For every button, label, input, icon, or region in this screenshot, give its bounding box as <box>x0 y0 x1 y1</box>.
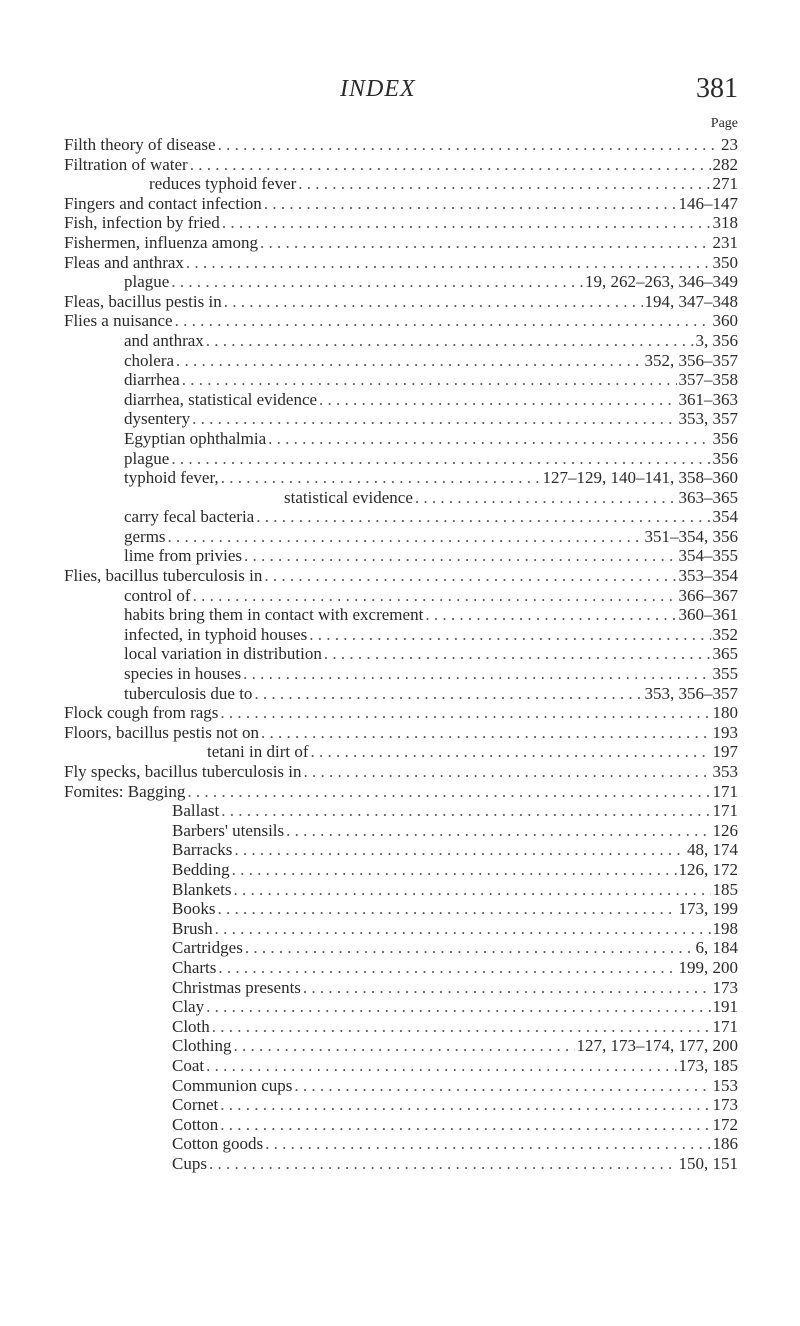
dot-leader <box>220 703 710 723</box>
index-entry <box>64 782 738 802</box>
index-entry <box>64 684 738 704</box>
index-pages: 6, 184 <box>695 938 738 958</box>
index-pages: 173 <box>712 977 738 997</box>
index-pages: 354 <box>712 507 738 527</box>
dot-leader <box>294 1076 710 1096</box>
index-term: Communion cups <box>172 1075 293 1095</box>
index-pages: 198 <box>712 918 738 938</box>
index-term: diarrhea, statistical evidence <box>124 389 318 409</box>
index-pages: 197 <box>712 742 738 762</box>
dot-leader <box>209 1154 677 1174</box>
index-pages: 356 <box>712 448 738 468</box>
dot-leader <box>212 1017 711 1037</box>
dot-leader <box>193 586 677 606</box>
index-entry <box>64 488 738 508</box>
index-term: tuberculosis due to <box>124 683 253 703</box>
index-entry <box>64 409 738 429</box>
dot-leader <box>175 311 711 331</box>
index-term: control of <box>124 585 191 605</box>
index-pages: 173 <box>712 1095 738 1115</box>
index-entry <box>64 605 738 625</box>
index-term: Christmas presents <box>172 977 301 997</box>
index-pages: 186 <box>712 1134 738 1154</box>
dot-leader <box>206 1056 676 1076</box>
index-entry <box>64 507 738 527</box>
index-entry <box>64 370 738 390</box>
index-term: typhoid fever, <box>124 468 219 488</box>
index-pages: 352, 356–357 <box>644 350 738 370</box>
index-term: statistical evidence <box>284 487 413 507</box>
index-pages: 153 <box>712 1075 738 1095</box>
index-term: Barracks <box>172 840 233 860</box>
index-entry <box>64 978 738 998</box>
index-pages: 48, 174 <box>687 840 738 860</box>
index-pages: 353, 356–357 <box>644 683 738 703</box>
index-entry <box>64 1095 738 1115</box>
index-pages: 354–355 <box>678 546 738 566</box>
dot-leader <box>171 449 710 469</box>
index-entry <box>64 468 738 488</box>
index-term: Charts <box>172 957 217 977</box>
index-entry <box>64 1076 738 1096</box>
dot-leader <box>286 821 710 841</box>
index-pages: 173, 199 <box>678 899 738 919</box>
index-term: Brush <box>172 918 213 938</box>
dot-leader <box>309 625 710 645</box>
dot-leader <box>261 723 710 743</box>
index-pages: 194, 347–348 <box>644 291 738 311</box>
dot-leader <box>232 860 677 880</box>
index-entry <box>64 174 738 194</box>
index-pages: 356 <box>712 428 738 448</box>
dot-leader <box>206 997 710 1017</box>
index-pages: 171 <box>712 781 738 801</box>
index-term: Ballast <box>172 801 220 821</box>
index-pages: 146–147 <box>678 193 738 213</box>
index-pages: 191 <box>712 997 738 1017</box>
index-term: and anthrax <box>124 330 204 350</box>
index-pages: 127, 173–174, 177, 200 <box>576 1036 738 1056</box>
index-term: Egyptian ophthalmia <box>124 428 267 448</box>
index-entry <box>64 194 738 214</box>
index-entry <box>64 1036 738 1056</box>
index-entry <box>64 566 738 586</box>
index-pages: 171 <box>712 1016 738 1036</box>
index-entry <box>64 1134 738 1154</box>
index-term: Flock cough from rags <box>64 703 219 723</box>
index-term: Filth theory of disease <box>64 135 216 154</box>
index-term: species in houses <box>124 664 242 684</box>
index-term: Flies a nuisance <box>64 311 173 331</box>
index-term: germs <box>124 526 166 546</box>
dot-leader <box>264 194 677 214</box>
dot-leader <box>256 507 710 527</box>
dot-leader <box>190 155 711 175</box>
dot-leader <box>311 742 711 762</box>
index-pages: 180 <box>712 703 738 723</box>
index-term: Fingers and contact infection <box>64 193 262 213</box>
index-pages: 353 <box>712 762 738 781</box>
index-pages: 366–367 <box>678 585 738 605</box>
index-term: Coat <box>172 1055 205 1075</box>
index-term: carry fecal bacteria <box>124 507 255 527</box>
index-entries <box>64 135 738 1173</box>
index-pages: 126 <box>712 820 738 840</box>
index-pages: 355 <box>712 664 738 684</box>
dot-leader <box>221 468 541 488</box>
index-pages: 282 <box>712 154 738 174</box>
index-entry <box>64 625 738 645</box>
index-term: local variation in distribution <box>124 644 322 664</box>
index-entry <box>64 801 738 821</box>
dot-leader <box>264 566 676 586</box>
index-entry <box>64 253 738 273</box>
index-term: plague <box>124 448 170 468</box>
dot-leader <box>234 1036 575 1056</box>
index-term: Fish, infection by fried <box>64 213 220 233</box>
index-term: Cotton goods <box>172 1134 264 1154</box>
index-pages: 193 <box>712 722 738 742</box>
index-entry <box>64 311 738 331</box>
index-pages: 150, 151 <box>678 1153 738 1173</box>
dot-leader <box>268 429 710 449</box>
index-entry <box>64 664 738 684</box>
dot-leader <box>324 644 711 664</box>
index-pages: 199, 200 <box>678 957 738 977</box>
dot-leader <box>243 664 710 684</box>
dot-leader <box>171 272 583 292</box>
index-pages: 3, 356 <box>695 330 738 350</box>
index-entry <box>64 292 738 312</box>
index-pages: 173, 185 <box>678 1055 738 1075</box>
index-term: cholera <box>124 350 175 370</box>
dot-leader <box>217 899 676 919</box>
index-term: Fleas and anthrax <box>64 252 184 272</box>
dot-leader <box>220 1095 710 1115</box>
index-entry <box>64 644 738 664</box>
index-term: Bedding <box>172 859 230 879</box>
index-pages: 352 <box>712 624 738 644</box>
index-entry <box>64 997 738 1017</box>
index-pages: 360–361 <box>678 605 738 625</box>
index-pages: 361–363 <box>678 389 738 409</box>
index-entry <box>64 919 738 939</box>
index-term: Clay <box>172 997 205 1017</box>
index-term: Books <box>172 899 216 919</box>
dot-leader <box>234 880 711 900</box>
index-entry <box>64 742 738 762</box>
dot-leader <box>415 488 677 508</box>
dot-leader <box>245 938 694 958</box>
index-entry <box>64 762 738 782</box>
index-term: Filtration of water <box>64 154 188 174</box>
index-pages: 351–354, 356 <box>644 526 738 546</box>
index-pages: 353, 357 <box>678 409 738 429</box>
index-term: Blankets <box>172 879 232 899</box>
index-entry <box>64 958 738 978</box>
index-pages: 365 <box>712 644 738 664</box>
index-entry <box>64 860 738 880</box>
index-entry <box>64 233 738 253</box>
index-entry <box>64 429 738 449</box>
dot-leader <box>218 135 719 155</box>
dot-leader <box>303 978 711 998</box>
index-pages: 318 <box>712 213 738 233</box>
index-pages: 231 <box>712 232 738 252</box>
index-entry <box>64 527 738 547</box>
index-entry <box>64 723 738 743</box>
index-term: Fishermen, influenza among <box>64 232 259 252</box>
index-pages: 271 <box>712 174 738 194</box>
index-term: habits bring them in contact with excrement <box>124 605 424 625</box>
index-term: diarrhea <box>124 370 180 390</box>
index-term: Barbers' utensils <box>172 820 285 840</box>
index-entry <box>64 938 738 958</box>
index-entry <box>64 135 738 155</box>
index-term: Fly specks, bacillus tuberculosis in <box>64 762 302 781</box>
dot-leader <box>298 174 710 194</box>
index-pages: 185 <box>712 879 738 899</box>
index-pages: 171 <box>712 801 738 821</box>
index-entry <box>64 546 738 566</box>
index-entry <box>64 449 738 469</box>
index-pages: 357–358 <box>678 370 738 390</box>
index-pages: 127–129, 140–141, 358–360 <box>542 468 738 488</box>
dot-leader <box>304 762 711 782</box>
index-term: Clothing <box>172 1036 232 1056</box>
index-pages: 363–365 <box>678 487 738 507</box>
index-term: plague <box>124 272 170 292</box>
dot-leader <box>168 527 643 547</box>
dot-leader <box>182 370 677 390</box>
index-entry <box>64 331 738 351</box>
dot-leader <box>224 292 643 312</box>
dot-leader <box>192 409 676 429</box>
page-number: 381 <box>696 73 738 104</box>
dot-leader <box>176 351 642 371</box>
index-entry <box>64 899 738 919</box>
index-term: Cartridges <box>172 938 243 958</box>
index-pages: 19, 262–263, 346–349 <box>585 272 738 292</box>
dot-leader <box>187 782 710 802</box>
index-entry <box>64 155 738 175</box>
index-term: Cornet <box>172 1095 219 1115</box>
index-entry <box>64 840 738 860</box>
dot-leader <box>265 1134 710 1154</box>
index-entry <box>64 1154 738 1174</box>
page-column-label: Page <box>710 116 738 131</box>
index-entry <box>64 703 738 723</box>
index-entry <box>64 351 738 371</box>
dot-leader <box>319 390 676 410</box>
index-entry <box>64 1056 738 1076</box>
index-pages: 126, 172 <box>678 859 738 879</box>
index-term: Floors, bacillus pestis not on <box>64 722 260 742</box>
page-title: INDEX <box>340 76 416 102</box>
page-header <box>0 72 800 106</box>
index-entry <box>64 272 738 292</box>
dot-leader <box>221 801 710 821</box>
index-entry <box>64 586 738 606</box>
index-entry <box>64 390 738 410</box>
dot-leader <box>218 958 676 978</box>
dot-leader <box>206 331 694 351</box>
index-term: tetani in dirt of <box>207 742 309 762</box>
index-term: lime from privies <box>124 546 243 566</box>
index-entry <box>64 1017 738 1037</box>
dot-leader <box>222 213 711 233</box>
index-term: dysentery <box>124 409 191 429</box>
index-term: Cloth <box>172 1016 210 1036</box>
index-entry <box>64 880 738 900</box>
index-entry <box>64 821 738 841</box>
index-pages: 350 <box>712 252 738 272</box>
index-term: Cotton <box>172 1114 219 1134</box>
index-pages: 353–354 <box>678 566 738 586</box>
index-term: infected, in typhoid houses <box>124 624 308 644</box>
index-pages: 360 <box>712 311 738 331</box>
index-term: Fomites: Bagging <box>64 781 186 801</box>
index-pages: 172 <box>712 1114 738 1134</box>
dot-leader <box>425 605 676 625</box>
dot-leader <box>254 684 642 704</box>
index-entry <box>64 213 738 233</box>
dot-leader <box>186 253 711 273</box>
index-term: Flies, bacillus tuberculosis in <box>64 566 263 586</box>
index-entry <box>64 1115 738 1135</box>
index-term: reduces typhoid fever <box>149 174 297 194</box>
dot-leader <box>244 546 676 566</box>
dot-leader <box>260 233 710 253</box>
index-term: Cups <box>172 1153 207 1173</box>
dot-leader <box>234 840 685 860</box>
dot-leader <box>220 1115 710 1135</box>
dot-leader <box>215 919 711 939</box>
index-pages: 23 <box>721 135 738 154</box>
index-term: Fleas, bacillus pestis in <box>64 291 222 311</box>
